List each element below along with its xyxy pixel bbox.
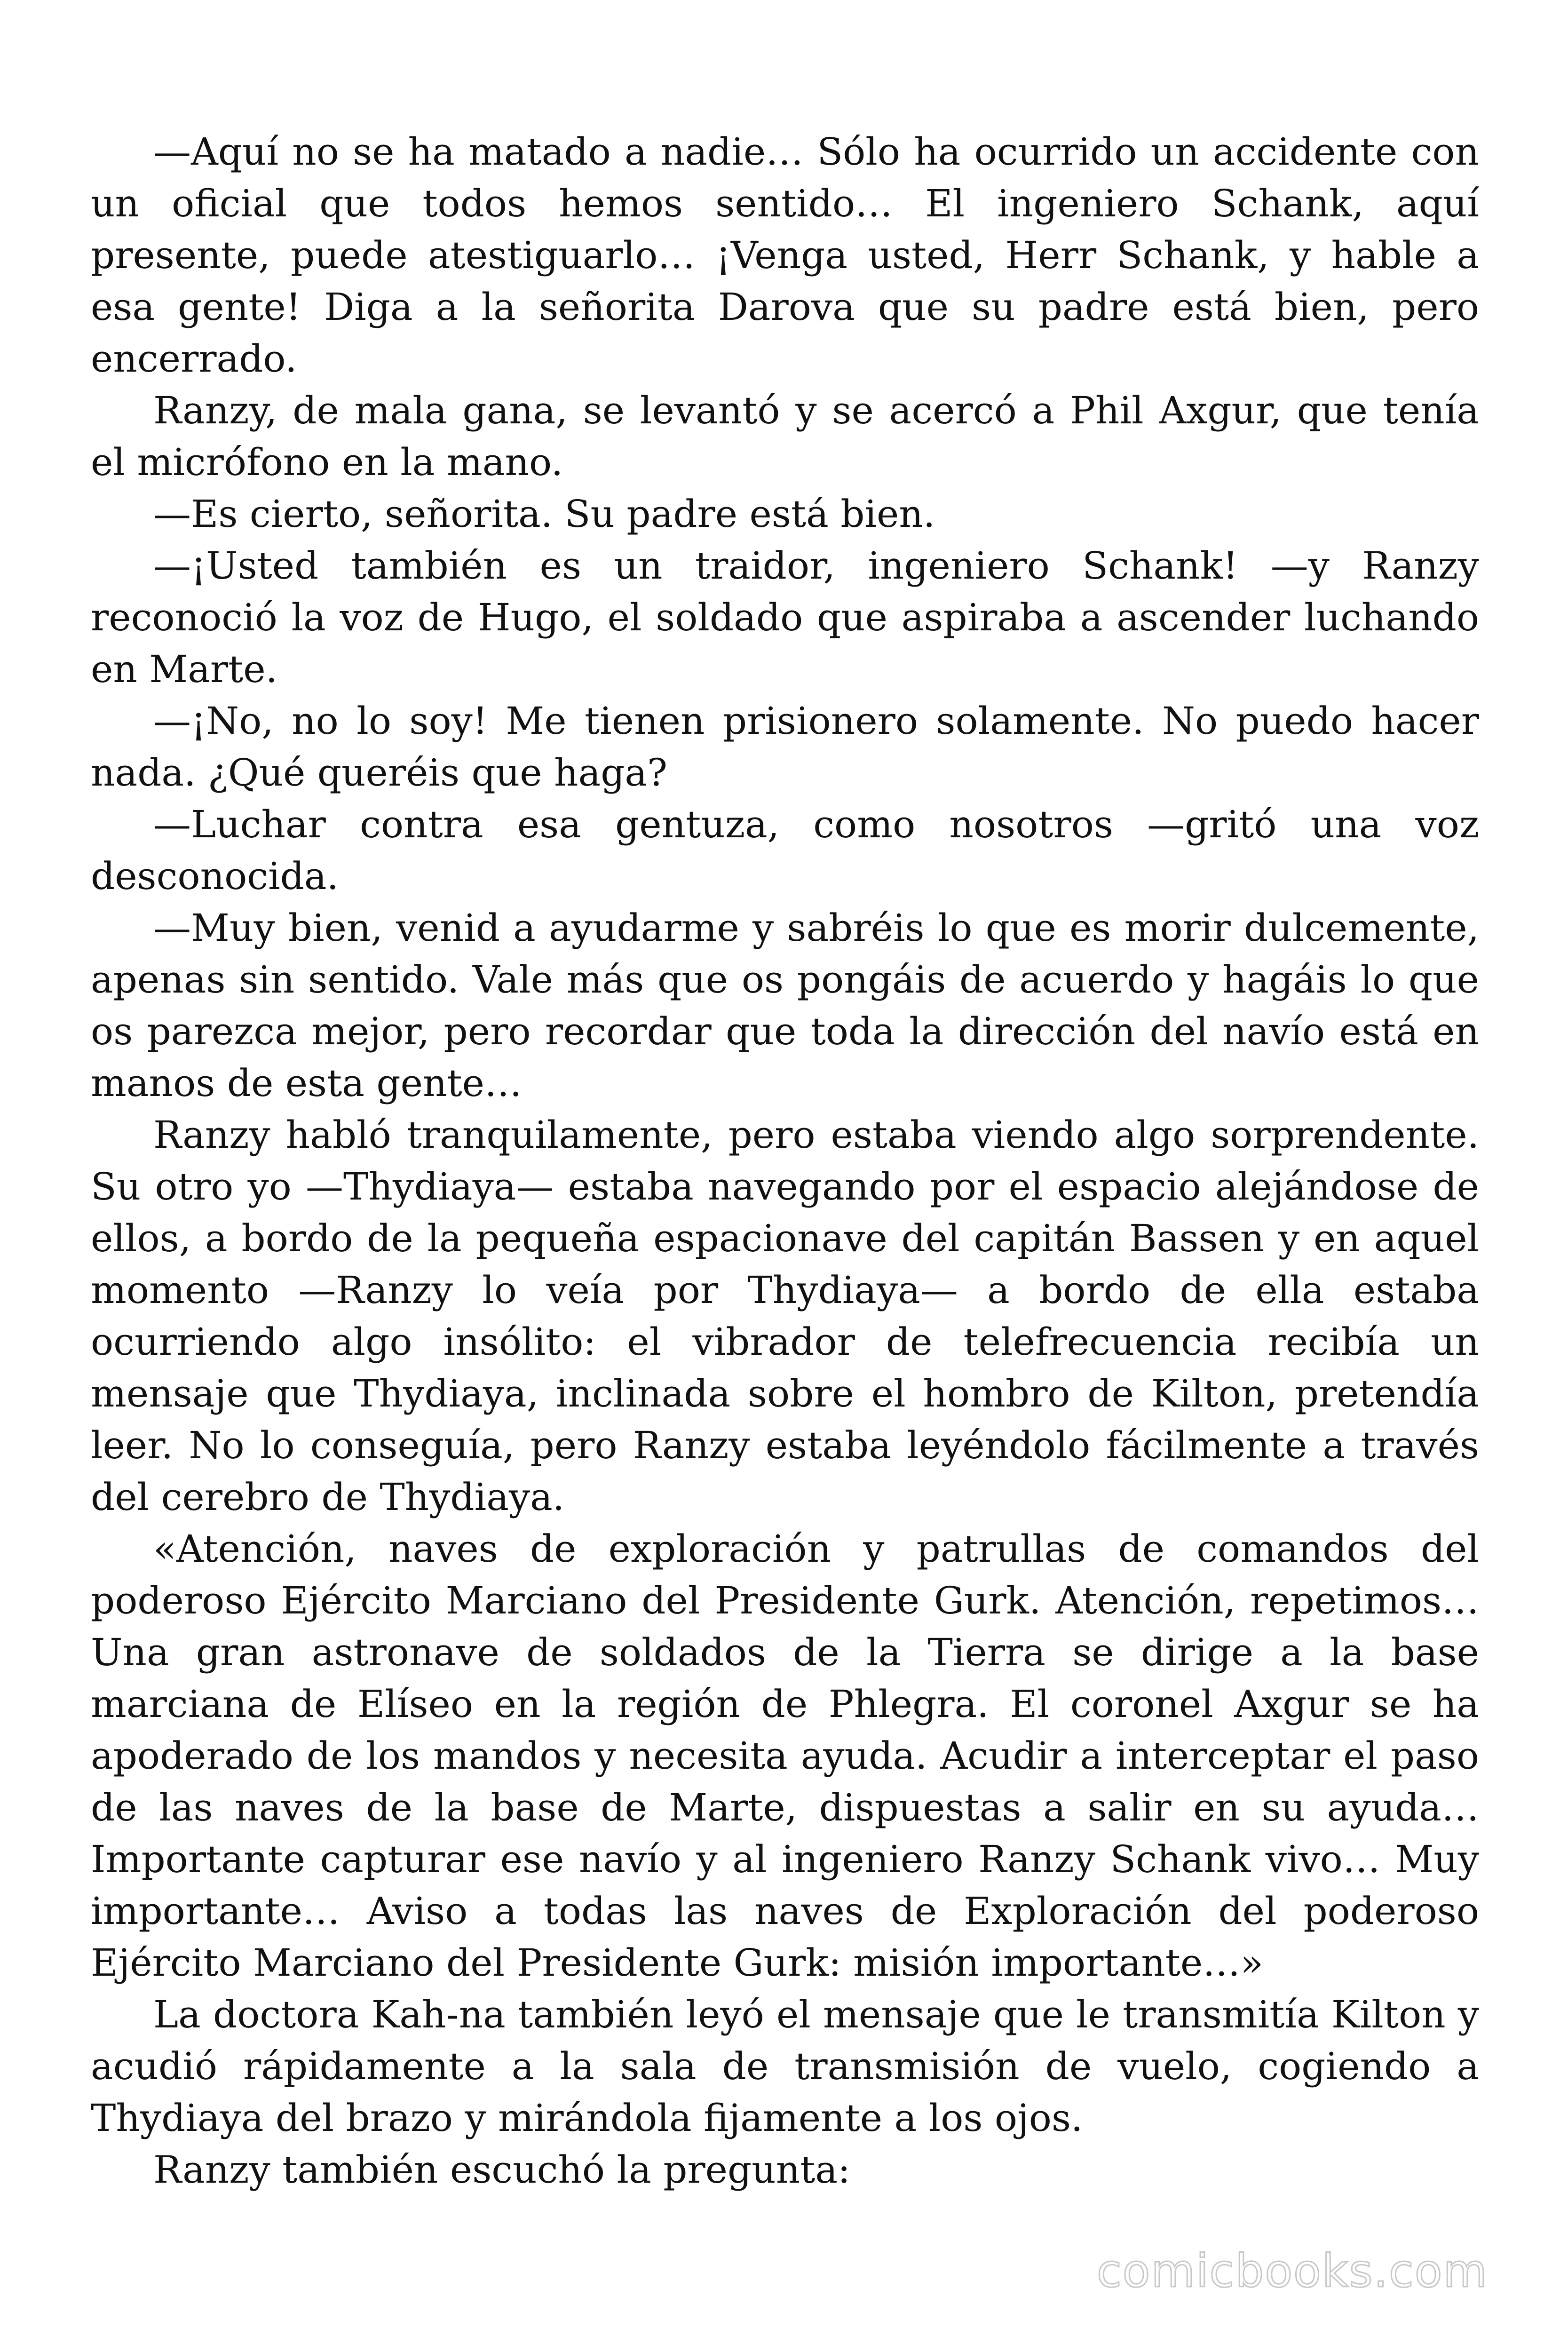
paragraph: —Es cierto, señorita. Su padre está bien. [153,492,935,536]
paragraph: «Atención, naves de exploración y patrullas de comandos del poderoso Ejército Marciano del Presidente Gurk. Atención, repetimos… Una gran astronave de soldados de la Tierra se dirige a la base marciana de Elíseo en la región de Phlegra. El coronel Axgur se ha apoderado de los mandos y necesita ayuda. Acudir a interceptar el paso de las naves de la base de Marte, dispuestas a salir en su ayuda… Importante capturar ese navío y al ingeniero Ranzy Schank vivo… Muy importante… Aviso a todas las naves de Exploración del poderoso Ejército Marciano del Presidente Gurk: misión importante…» [91,1527,1479,1985]
paragraph: La doctora Kah-na también leyó el mensaje que le transmitía Kilton y acudió rápidamente a la sala de transmisión de vuelo, cogiendo a Thydiaya del brazo y mirándola fijamente a los ojos. [91,1993,1479,2140]
page-body [91,126,1479,2196]
paragraph: —Luchar contra esa gentuza, como nosotros —gritó una voz desconocida. [91,803,1479,898]
paragraph: —Aquí no se ha matado a nadie… Sólo ha ocurrido un accidente con un oficial que todos hemos sentido… El ingeniero Schank, aquí presente, puede atestiguarlo… ¡Venga usted, Herr Schank, y hable a esa gente! Diga a la señorita Darova que su padre está bien, pero encerrado. [91,130,1479,381]
paragraph: Ranzy habló tranquilamente, pero estaba viendo algo sorprendente. Su otro yo —Thydiaya— estaba navegando por el espacio alejándose de ellos, a bordo de la pequeña espacionave del capitán Bassen y en aquel momento —Ranzy lo veía por Thydiaya— a bordo de ella estaba ocurriendo algo insólito: el vibrador de telefrecuencia recibía un mensaje que Thydiaya, inclinada sobre el hombro de Kilton, pretendía leer. No lo conseguía, pero Ranzy estaba leyéndolo fácilmente a través del cerebro de Thydiaya. [91,1113,1479,1519]
paragraph: Ranzy, de mala gana, se levantó y se acercó a Phil Axgur, que tenía el micrófono en la mano. [91,389,1479,484]
watermark: comicbooks.com [1096,2245,1488,2297]
paragraph: —Muy bien, venid a ayudarme y sabréis lo que es morir dulcemente, apenas sin sentido. Vale más que os pongáis de acuerdo y hagáis lo que os parezca mejor, pero recordar que toda la dirección del navío está en manos de esta gente… [91,906,1479,1105]
paragraph: —¡Usted también es un traidor, ingeniero Schank! —y Ranzy reconoció la voz de Hugo, el soldado que aspiraba a ascender luchando en Marte. [91,544,1479,691]
paragraph: —¡No, no lo soy! Me tienen prisionero solamente. No puedo hacer nada. ¿Qué queréis que haga? [91,699,1479,795]
paragraph: Ranzy también escuchó la pregunta: [153,2148,851,2192]
